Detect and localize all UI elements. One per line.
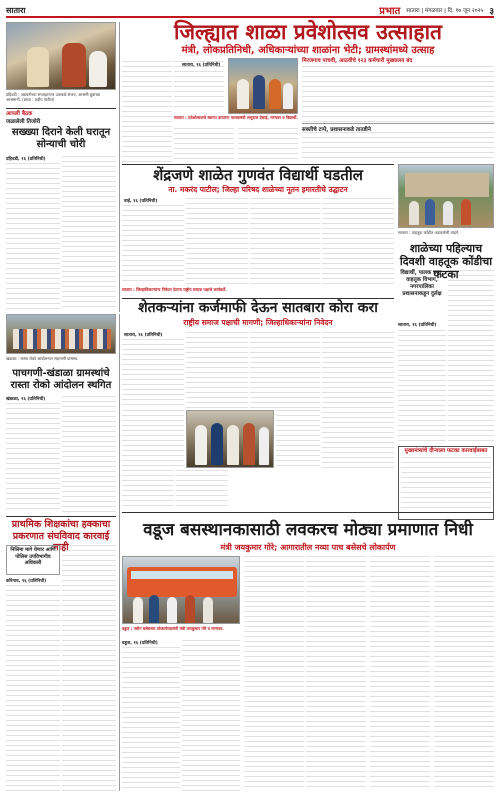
issue-date: सातारा | मंगळवार | दि. १७ जून २०२५ [406,8,484,14]
story4-caption: खंडाळा : रास्ता रोको आंदोलनात सहभागी ग्रामस्थ. [6,356,79,361]
story7-caption-box [122,626,240,638]
story6-dateline: कोरेगाव, १६ (प्रतिनिधी) [6,579,47,584]
rule [122,298,394,299]
story7-headline: वडूज बसस्थानकासाठी लवकरच मोठ्या प्रमाणात निधी [143,520,473,540]
story7-col2 [182,640,240,791]
main-headline: जिल्ह्यात शाळा प्रवेशोत्सव उत्साहात [174,20,442,44]
story4-dateline: खंडाळा, १६ (प्रतिनिधी) [6,397,46,402]
story7-col6 [434,556,494,791]
main-caption [174,115,298,127]
story4-headline: पाचगणी-खंडाळा ग्रामस्थांचे रास्ता रोको आंदोलन स्थगित [10,368,112,391]
story4-col1 [6,403,60,513]
right-top-body2 [302,132,494,162]
story5-subhead: राष्ट्रीय समाज पक्षाची मागणी; जिल्हाधिकाऱ्यांना निवेदन [183,318,333,327]
story5-col4 [250,332,320,408]
newspaper-logo: प्रभात [379,6,401,17]
main-subhead: मंत्री, लोकप्रतिनिधी, अधिकाऱ्यांच्या शाळांना भेटी; ग्रामस्थांमध्ये उत्साह [181,45,435,56]
story5-dateline: सातारा, १६ (प्रतिनिधी) [124,333,163,338]
story6-kicker: निलिमा मागे घेणार आणि पोलिस उपविभागीय अधिकारी [6,545,60,575]
right-photo [398,164,494,228]
story5-col5 [276,410,320,468]
notice-body [401,457,491,517]
story1-col2 [62,156,116,311]
story7-subhead: मंत्री जयकुमार गोरे; आगारातील नव्या पाच बसेसचे लोकार्पण [220,543,396,552]
notice-title: मुख्यमंत्र्यांचे दौऱ्याला फटका कारवाईबाबत [404,448,488,454]
story6-col2 [62,545,116,791]
story2-headline: शेंद्रजणे शाळेत गुणवंत विद्यार्थी घडतील [153,166,363,184]
left-top-photo [6,22,116,90]
story5-col2 [186,332,248,409]
rule [122,512,494,513]
rule [122,164,394,165]
right-top-subtitle: सक्तीचे टप्पे, प्रशासनाकडे तातडीने [302,123,494,133]
story2-col4 [322,198,394,285]
story3-caption: सातारा : वाहतूक कोंडीत अडकलेली वाहने. [398,230,460,235]
story3-headline: शाळेच्या पहिल्याच दिवशी वाहतूक कोंडीचा फटका [399,242,493,281]
notice-box [398,446,494,520]
story7-col1 [122,647,180,791]
story7-col4 [306,556,366,791]
story3-col2 [448,270,494,444]
story1-headline: सख्ख्या दिराने केली घरातून सोन्याची चोरी [11,127,111,150]
masthead [6,4,494,18]
rule [6,516,116,517]
page-number: ३ [489,6,494,17]
story5-photo [186,410,274,468]
main-photo [228,58,298,114]
left-top-caption: दहिवडी : अडचनीच्या सप्ताहानंतर उतावळे संजय, आश्रमी बुवांच्या आश्रमानी. (छाया : प्रदीप पाटील) [6,92,101,102]
main-col4 [238,128,298,162]
story3-col1 [398,330,446,444]
story6-col4 [176,470,228,510]
story7-caption: वडूज : नवीन बसेसच्या लोकार्पणप्रसंगी मंत्री जयकुमार गोरे व मान्यवर. [122,626,224,631]
story1-kicker2: जळालेली तिजोरी [6,119,41,125]
story5-caption-box [122,287,394,297]
divider [119,314,120,520]
story7-col3 [244,556,304,791]
story5-col6 [322,332,394,468]
divider [119,516,120,791]
right-top-body [302,66,494,122]
story4-photo [6,314,116,354]
section-name: सातारा [6,5,26,15]
story4-col2 [62,396,116,513]
story3-kicker: विद्यार्थी, पालक त्रस्त; वाहतूक विभाग, नगरपालिका प्रशासनाकडून दुर्लक्ष [400,270,444,297]
story2-col1 [122,205,184,285]
main-col3 [174,128,234,162]
story2-dateline: वाई, १६ (प्रतिनिधी) [124,199,158,204]
story6-col1 [6,585,60,791]
main-col2 [174,61,224,111]
story7-photo [122,556,240,624]
story5-headline: शेतकऱ्यांना कर्जमाफी देऊन सातबारा कोरा करा [138,300,378,316]
story6-col3 [122,470,174,510]
right-top-title: मिरजगाव पाचवी, आठवीचे १२३ कर्मचारी मुख्यालय बंद [302,58,413,64]
story7-dateline: वडूज, १६ (प्रतिनिधी) [122,641,158,646]
main-col1 [122,61,172,163]
story1-col1 [6,163,60,311]
story1-kicker-box [6,108,116,126]
divider [119,22,120,312]
story1-kicker: आपली बैठक [6,111,33,117]
main-caption-text: सातारा : प्रवेशोत्सवाचे स्वागत करताना पालकमंत्री शंभूराज देसाई, मान्यवर व विद्यार्थी. [174,115,298,120]
story2-col2 [186,198,248,285]
story5-col3 [122,410,184,468]
story7-col5 [370,556,430,791]
main-dateline: सातारा, १६ (प्रतिनिधी) [182,63,221,68]
story1-dateline: दहिवडी, १६ (प्रतिनिधी) [6,157,46,162]
story2-col3 [250,198,320,285]
story5-caption: सातारा : जिल्हाधिकाऱ्यांना निवेदन देताना राष्ट्रीय समाज पक्षाचे कार्यकर्ते. [122,287,227,292]
story3-dateline: सातारा, १६ (प्रतिनिधी) [398,323,437,328]
story6-headline: प्राथमिक शिक्षकांचा हक्काचा प्रकरणात संघविवाद कारवाई नाही [11,519,111,553]
story2-subhead: ना. मकरंद पाटील; जिल्हा परिषद शाळेच्या नूतन इमारतीचे उद्घाटन [168,185,348,194]
story5-col1 [122,339,184,409]
